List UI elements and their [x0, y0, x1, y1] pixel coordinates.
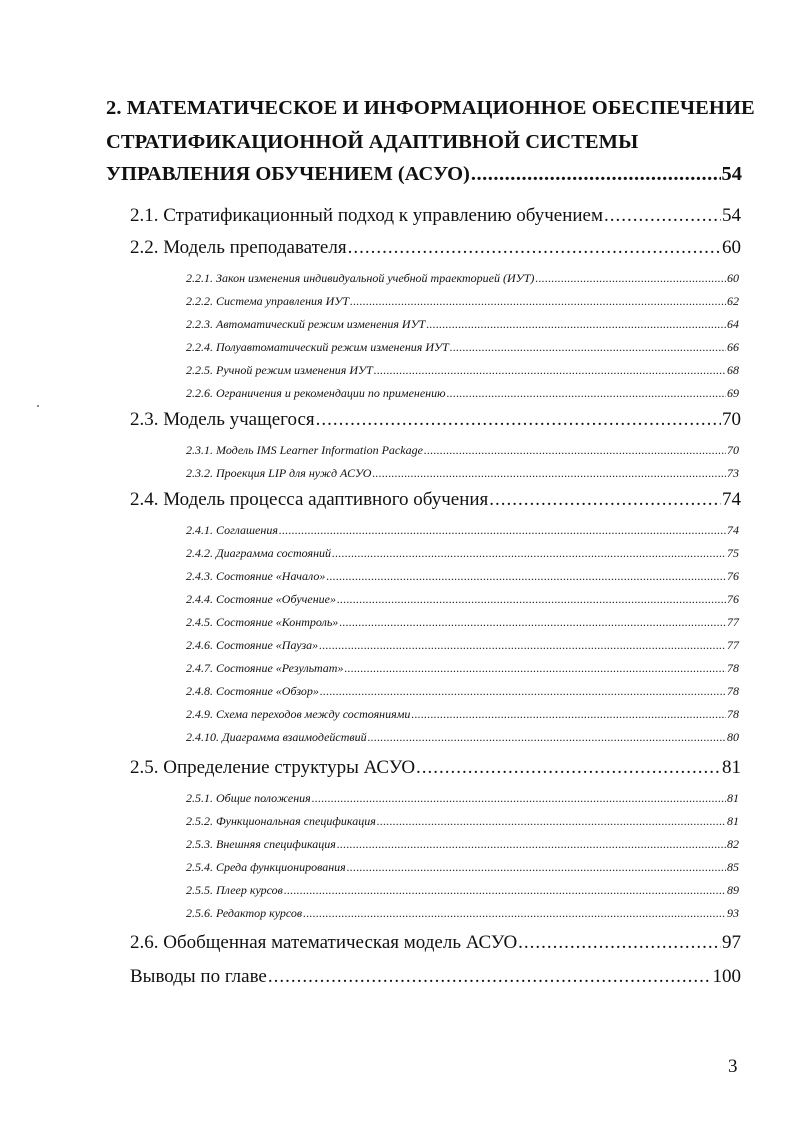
toc-subsection-2-5-2[interactable]: [186, 814, 739, 829]
leader-dots: [377, 814, 726, 829]
toc-subsection-2-3-2[interactable]: [186, 466, 739, 481]
toc-subsection-2-2-6[interactable]: [186, 386, 739, 401]
subsection-title: 2.5.2. Функциональная спецификация: [186, 814, 376, 828]
subsection-page-number: 89: [727, 883, 739, 897]
toc-subsection-2-5-4[interactable]: [186, 860, 739, 875]
subsection-title: 2.2.5. Ручной режим изменения ИУТ: [186, 363, 373, 377]
subsection-page-number: 85: [727, 860, 739, 874]
subsection-title: 2.4.5. Состояние «Контроль»: [186, 615, 339, 629]
subsection-page-number: 74: [727, 523, 739, 537]
toc-subsection-2-4-10[interactable]: [186, 730, 739, 745]
leader-dots: [350, 294, 726, 309]
subsection-page-number: 77: [727, 615, 739, 629]
toc-section-2-1[interactable]: [130, 205, 741, 227]
toc-subsection-2-5-1[interactable]: [186, 791, 739, 806]
subsection-title: 2.5.1. Общие положения: [186, 791, 311, 805]
toc-section-2-6[interactable]: [130, 932, 741, 954]
leader-dots: [471, 163, 721, 186]
subsection-title: 2.4.6. Состояние «Пауза»: [186, 638, 319, 652]
subsection-title: 2.3.2. Проекция LIP для нужд АСУО: [186, 466, 372, 480]
subsection-title: 2.4.9. Схема переходов между состояниями: [186, 707, 411, 721]
subsection-page-number: 69: [727, 386, 739, 400]
leader-dots: [411, 707, 726, 722]
subsection-title: 2.5.3. Внешняя спецификация: [186, 837, 336, 851]
leader-dots: [268, 966, 712, 988]
toc-subsection-2-4-1[interactable]: [186, 523, 739, 538]
toc-subsection-2-3-1[interactable]: [186, 443, 739, 458]
subsection-title: 2.2.3. Автоматический режим изменения ИУТ: [186, 317, 426, 331]
toc-subsection-2-4-9[interactable]: [186, 707, 739, 722]
subsection-page-number: 73: [727, 466, 739, 480]
section-page-number: 60: [722, 237, 741, 258]
toc-subsection-2-5-3[interactable]: [186, 837, 739, 852]
leader-dots: [344, 661, 726, 676]
chapter-title-line-1: 2. МАТЕМАТИЧЕСКОЕ И ИНФОРМАЦИОННОЕ ОБЕСПЕЧЕНИЕ: [106, 97, 755, 119]
subsection-page-number: 77: [727, 638, 739, 652]
section-page-number: 70: [722, 409, 741, 430]
leader-dots: [447, 386, 726, 401]
leader-dots: [424, 443, 726, 458]
leader-dots: [320, 684, 726, 699]
leader-dots: [332, 546, 726, 561]
subsection-title: 2.4.1. Соглашения: [186, 523, 278, 537]
toc-section-2-2[interactable]: [130, 237, 741, 259]
subsection-title: 2.4.3. Состояние «Начало»: [186, 569, 326, 583]
toc-subsection-2-5-5[interactable]: [186, 883, 739, 898]
subsection-page-number: 82: [727, 837, 739, 851]
leader-dots: [303, 906, 726, 921]
subsection-page-number: 62: [727, 294, 739, 308]
toc-subsection-2-2-5[interactable]: [186, 363, 739, 378]
scan-speck: [37, 405, 39, 407]
chapter-entry[interactable]: [106, 163, 742, 186]
chapter-title-line-2: СТРАТИФИКАЦИОННОЙ АДАПТИВНОЙ СИСТЕМЫ: [106, 131, 639, 153]
leader-dots: [279, 523, 726, 538]
subsection-title: 2.5.4. Среда функционирования: [186, 860, 346, 874]
toc-subsection-2-2-1[interactable]: [186, 271, 739, 286]
subsection-title: 2.4.10. Диаграмма взаимодействий: [186, 730, 367, 744]
toc-subsection-2-4-3[interactable]: [186, 569, 739, 584]
subsection-page-number: 93: [727, 906, 739, 920]
section-title: 2.5. Определение структуры АСУО: [130, 757, 416, 778]
leader-dots: [319, 638, 726, 653]
subsection-page-number: 78: [727, 661, 739, 675]
toc-subsection-2-4-8[interactable]: [186, 684, 739, 699]
toc-subsection-2-4-5[interactable]: [186, 615, 739, 630]
leader-dots: [326, 569, 726, 584]
subsection-page-number: 64: [727, 317, 739, 331]
section-title: 2.6. Обобщенная математическая модель АСУО: [130, 932, 518, 953]
subsection-page-number: 68: [727, 363, 739, 377]
leader-dots: [450, 340, 726, 355]
leader-dots: [348, 237, 721, 259]
section-page-number: 74: [722, 489, 741, 510]
leader-dots: [535, 271, 726, 286]
leader-dots: [518, 932, 721, 954]
toc-subsection-2-2-4[interactable]: [186, 340, 739, 355]
subsection-title: 2.5.5. Плеер курсов: [186, 883, 283, 897]
subsection-page-number: 75: [727, 546, 739, 560]
subsection-page-number: 60: [727, 271, 739, 285]
section-title: Выводы по главе: [130, 966, 267, 987]
section-page-number: 54: [722, 205, 741, 226]
leader-dots: [489, 489, 721, 511]
leader-dots: [284, 883, 726, 898]
toc-section-2-3[interactable]: [130, 409, 741, 431]
subsection-title: 2.4.7. Состояние «Результат»: [186, 661, 344, 675]
toc-section-2-5[interactable]: [130, 757, 741, 779]
chapter-page-number: 54: [721, 163, 742, 185]
section-title: 2.3. Модель учащегося: [130, 409, 315, 430]
subsection-page-number: 66: [727, 340, 739, 354]
leader-dots: [368, 730, 726, 745]
toc-subsection-2-5-6[interactable]: [186, 906, 739, 921]
leader-dots: [337, 837, 726, 852]
subsection-page-number: 78: [727, 707, 739, 721]
subsection-title: 2.3.1. Модель IMS Learner Information Package: [186, 443, 423, 457]
subsection-page-number: 81: [727, 791, 739, 805]
subsection-title: 2.4.2. Диаграмма состояний: [186, 546, 332, 560]
leader-dots: [337, 592, 726, 607]
section-page-number: 100: [712, 966, 741, 987]
subsection-title: 2.2.2. Система управления ИУТ: [186, 294, 350, 308]
leader-dots: [604, 205, 721, 227]
toc-subsection-2-2-3[interactable]: [186, 317, 739, 332]
section-page-number: 81: [722, 757, 741, 778]
leader-dots: [316, 409, 721, 431]
subsection-page-number: 78: [727, 684, 739, 698]
toc-subsection-2-4-2[interactable]: [186, 546, 739, 561]
subsection-title: 2.5.6. Редактор курсов: [186, 906, 303, 920]
section-page-number: 97: [722, 932, 741, 953]
leader-dots: [416, 757, 721, 779]
toc-section-conclusions[interactable]: [130, 966, 741, 988]
subsection-page-number: 76: [727, 569, 739, 583]
subsection-page-number: 70: [727, 443, 739, 457]
subsection-page-number: 81: [727, 814, 739, 828]
section-title: 2.4. Модель процесса адаптивного обучения: [130, 489, 489, 510]
subsection-title: 2.4.4. Состояние «Обучение»: [186, 592, 336, 606]
section-title: 2.2. Модель преподавателя: [130, 237, 347, 258]
leader-dots: [374, 363, 726, 378]
subsection-title: 2.4.8. Состояние «Обзор»: [186, 684, 319, 698]
leader-dots: [372, 466, 726, 481]
leader-dots: [347, 860, 726, 875]
toc-subsection-2-4-6[interactable]: [186, 638, 739, 653]
chapter-title-line-3: УПРАВЛЕНИЯ ОБУЧЕНИЕМ (АСУО): [106, 163, 470, 185]
subsection-page-number: 80: [727, 730, 739, 744]
subsection-page-number: 76: [727, 592, 739, 606]
leader-dots: [426, 317, 726, 332]
toc-section-2-4[interactable]: [130, 489, 741, 511]
toc-subsection-2-2-2[interactable]: [186, 294, 739, 309]
toc-subsection-2-4-7[interactable]: [186, 661, 739, 676]
subsection-title: 2.2.1. Закон изменения индивидуальной учебной траекторией (ИУТ): [186, 271, 535, 285]
page-number: 3: [728, 1056, 738, 1077]
subsection-title: 2.2.4. Полуавтоматический режим изменения ИУТ: [186, 340, 449, 354]
toc-subsection-2-4-4[interactable]: [186, 592, 739, 607]
leader-dots: [339, 615, 726, 630]
section-title: 2.1. Стратификационный подход к управлению обучением: [130, 205, 603, 226]
leader-dots: [312, 791, 726, 806]
subsection-title: 2.2.6. Ограничения и рекомендации по применению: [186, 386, 446, 400]
